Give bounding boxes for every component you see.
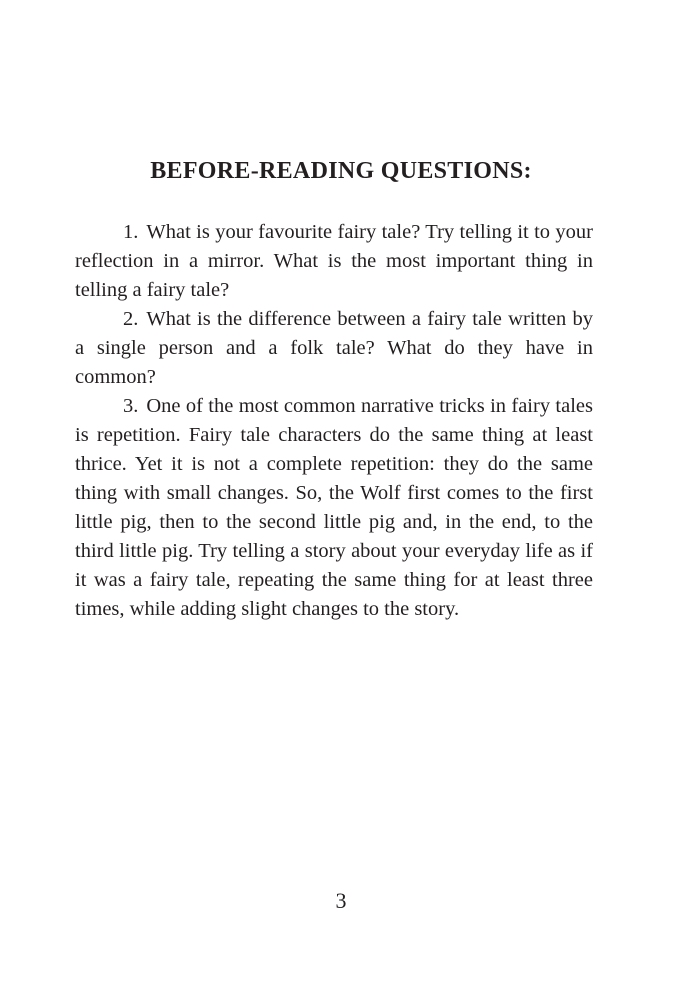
question-number: 3. xyxy=(123,395,139,417)
question-text: What is the difference between a fairy tale written by a single person and a folk tale? What do they have in common? xyxy=(75,308,593,388)
section-heading: BEFORE-READING QUESTIONS: xyxy=(150,158,532,184)
question-text: One of the most common narrative tricks in fairy tales is repetition. Fairy tale characters do the same thing at least thrice. Yet it is not a complete repetition: they do the same thing with small changes. So, the Wolf first comes to the first little pig, then to the second little pig and, in the end, to the third little pig. Try telling a story about your everyday life as if it was a fairy tale, repeating the same thing for at least three times, while adding slight changes to the story. xyxy=(75,395,593,620)
question-list xyxy=(75,218,593,624)
question-item xyxy=(75,218,593,305)
question-item xyxy=(75,392,593,624)
question-number: 2. xyxy=(123,308,139,330)
question-text: What is your favourite fairy tale? Try telling it to your reflection in a mirror. What is the most important thing in telling a fairy tale? xyxy=(75,221,593,301)
question-number: 1. xyxy=(123,221,139,243)
question-item xyxy=(75,305,593,392)
page-number: 3 xyxy=(335,888,347,913)
